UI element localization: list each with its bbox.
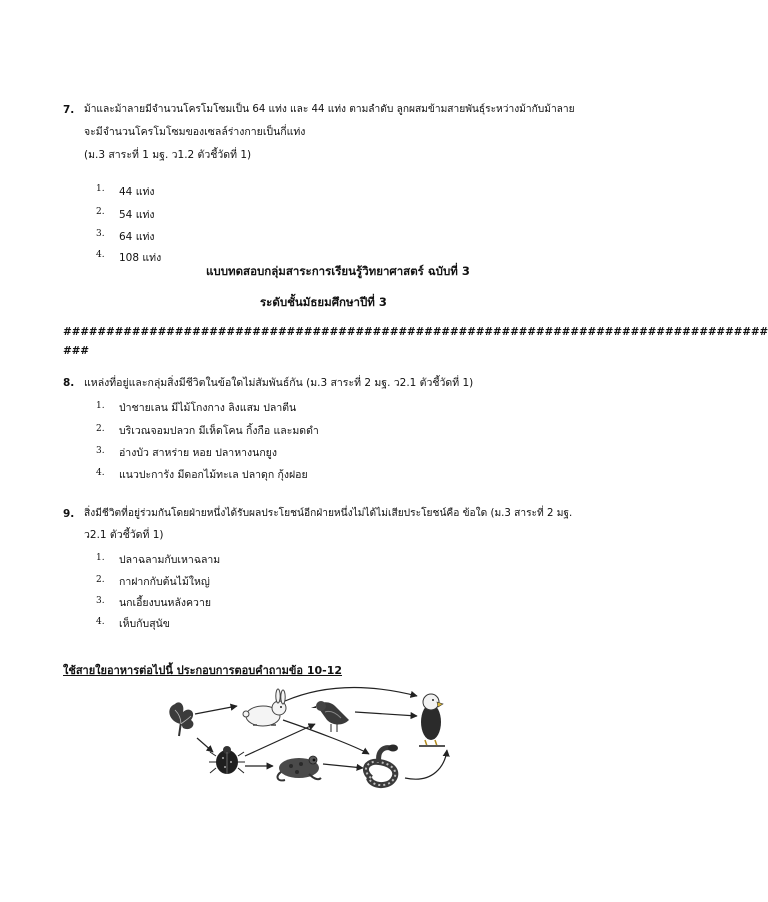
q9-option-1-number: 1. bbox=[96, 553, 105, 563]
food-web-instruction: ใช้สายใยอาหารต่อไปนี้ ประกอบการตอบคำถามข้อ 10-12 bbox=[63, 664, 343, 677]
hash-divider-line2: ### bbox=[63, 345, 89, 357]
q7-option-3-number: 3. bbox=[96, 229, 105, 239]
q9-option-2: กาฝากกับต้นไม้ใหญ่ bbox=[119, 576, 210, 588]
q7-option-4-number: 4. bbox=[96, 250, 105, 260]
frog-icon bbox=[278, 756, 321, 780]
snake-icon bbox=[366, 745, 398, 786]
arrow-frog-snake bbox=[323, 764, 363, 768]
q8-option-3-number: 3. bbox=[96, 446, 105, 456]
q7-line1: ม้าและม้าลายมีจำนวนโครโมโซมเป็น 64 แท่ง และ 44 แท่ง ตามลำดับ ลูกผสมข้ามสายพันธุ์ระหว่างม้ากับม้าลาย bbox=[84, 104, 575, 115]
q9-option-1: ปลาฉลามกับเหาฉลาม bbox=[119, 554, 221, 566]
q9-option-2-number: 2. bbox=[96, 575, 105, 585]
q7-reference: (ม.3 สาระที่ 1 มฐ. ว1.2 ตัวชี้วัดที่ 1) bbox=[84, 149, 252, 161]
q9-option-3: นกเอี้ยงบนหลังควาย bbox=[119, 597, 212, 609]
plant-icon bbox=[169, 702, 193, 736]
food-web-diagram bbox=[155, 686, 475, 796]
q9-option-3-number: 3. bbox=[96, 596, 105, 606]
beetle-icon bbox=[209, 746, 245, 774]
q8-option-1: ป่าชายเลน มีไม้โกงกาง ลิงแสม ปลาตีน bbox=[119, 402, 297, 414]
q7-option-3: 64 แท่ง bbox=[119, 231, 155, 243]
q8-option-2-number: 2. bbox=[96, 424, 105, 434]
test-title: แบบทดสอบกลุ่มสาระการเรียนรู้วิทยาศาสตร์ ฉบับที่ 3 bbox=[206, 264, 470, 278]
q9-line1: สิ่งมีชีวิตที่อยู่ร่วมกันโดยฝ่ายหนึ่งได้รับผลประโยชน์อีกฝ่ายหนึ่งไม่ได้ไม่เสียประโยชน์คือ ข้อใด (ม.3 สาระที่ 2 มฐ. bbox=[84, 508, 573, 519]
q7-option-1: 44 แท่ง bbox=[119, 186, 155, 198]
q8-line1: แหล่งที่อยู่และกลุ่มสิ่งมีชีวิตในข้อใดไม่สัมพันธ์กัน (ม.3 สาระที่ 2 มฐ. ว2.1 ตัวชี้วัดที่ 1) bbox=[84, 377, 474, 389]
q7-option-1-number: 1. bbox=[96, 184, 105, 194]
arrow-plant-beetle bbox=[197, 738, 213, 752]
q7-option-4: 108 แท่ง bbox=[119, 252, 162, 264]
q7-number: 7. bbox=[63, 104, 75, 116]
q8-option-1-number: 1. bbox=[96, 401, 105, 411]
q9-option-4: เห็บกับสุนัข bbox=[119, 618, 170, 630]
rabbit-icon bbox=[243, 689, 286, 726]
q9-option-4-number: 4. bbox=[96, 617, 105, 627]
q7-option-2-number: 2. bbox=[96, 207, 105, 217]
q7-line2: จะมีจำนวนโครโมโซมของเซลล์ร่างกายเป็นกี่แท่ง bbox=[84, 126, 306, 138]
q8-option-4: แนวปะการัง มีดอกไม้ทะเล ปลาดุก กุ้งฝอย bbox=[119, 469, 308, 481]
arrow-plant-rabbit bbox=[195, 706, 237, 714]
eagle-icon bbox=[419, 694, 445, 746]
hash-divider-line1: ################################################################################## bbox=[63, 326, 768, 338]
arrow-beetle-bird bbox=[245, 724, 315, 756]
arrow-rabbit-eagle bbox=[285, 688, 417, 701]
q9-number: 9. bbox=[63, 508, 75, 520]
q8-option-2: บริเวณจอมปลวก มีเห็ดโคน กิ้งกือ และมดดำ bbox=[119, 425, 319, 437]
q8-number: 8. bbox=[63, 377, 75, 389]
bird-icon bbox=[311, 701, 355, 732]
test-subtitle: ระดับชั้นมัธยมศึกษาปีที่ 3 bbox=[260, 295, 387, 309]
q8-option-3: อ่างบัว สาหร่าย หอย ปลาหางนกยูง bbox=[119, 447, 277, 459]
q9-line2: ว2.1 ตัวชี้วัดที่ 1) bbox=[84, 529, 164, 541]
arrow-snake-eagle bbox=[405, 750, 447, 779]
q8-option-4-number: 4. bbox=[96, 468, 105, 478]
q7-option-2: 54 แท่ง bbox=[119, 209, 155, 221]
arrow-rabbit-snake bbox=[283, 720, 369, 754]
arrow-bird-eagle bbox=[355, 712, 417, 716]
